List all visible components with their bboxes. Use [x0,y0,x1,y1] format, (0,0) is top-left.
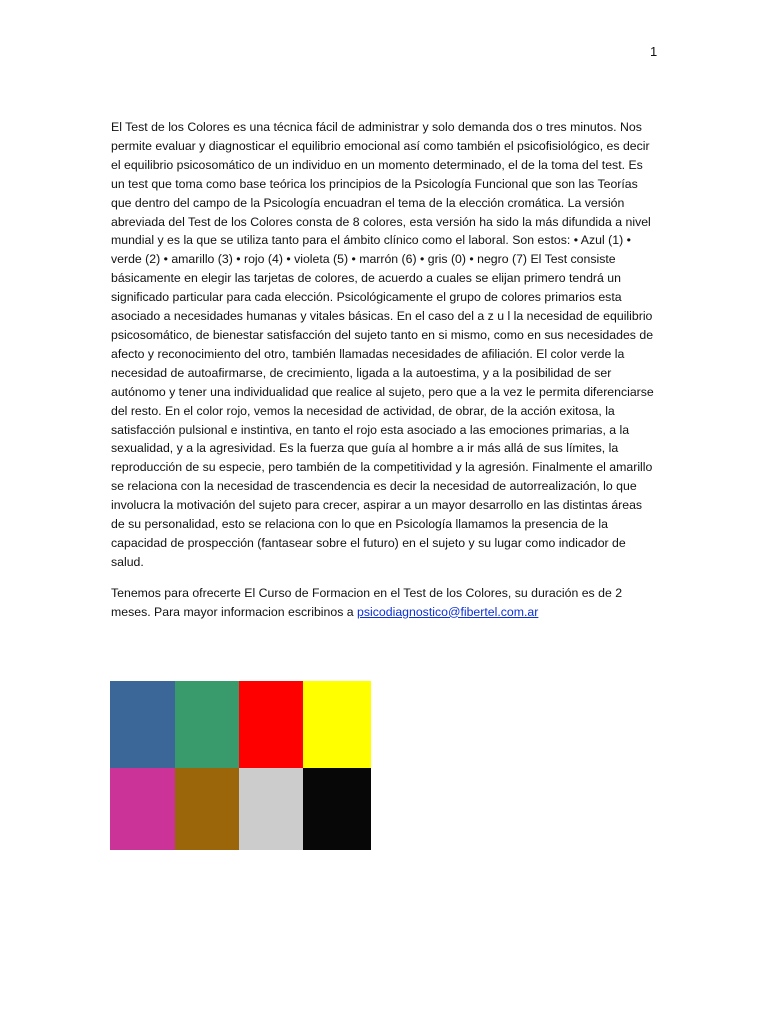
blue-swatch [110,681,175,768]
violet-swatch [110,768,175,850]
document-body [111,118,659,622]
course-paragraph [111,584,659,622]
email-link[interactable]: psicodiagnostico@fibertel.com.ar [357,604,539,619]
black-swatch [303,768,371,850]
gray-swatch [239,768,303,850]
course-text: Tenemos para ofrecerte El Curso de Formacion en el Test de los Colores, su duración es de 2 meses. Para mayor informacion escribinos a [111,585,623,619]
brown-swatch [175,768,239,850]
yellow-swatch [303,681,371,768]
page-number: 1 [650,44,658,59]
intro-paragraph: El Test de los Colores es una técnica fácil de administrar y solo demanda dos o tres minutos. Nos permite evaluar y diagnosticar el equilibrio emocional así como también el psicofisiológico, es decir el equilibrio psicosomático de un individuo en un momento determinado, el de la toma del test. Es un test que toma como base teórica los principios de la Psicología Funcional que son las Teorías que dentro del campo de la Psicología encuadran el tema de la elección cromática. La versión abreviada del Test de los Colores consta de 8 colores, esta versión ha sido la más difundida a nivel mundial y es la que se utiliza tanto para el ámbito clínico como el laboral. Son estos: • Azul (1) • verde (2) • amarillo (3) • rojo (4) • violeta (5) • marrón (6) • gris (0) • negro (7) El Test consiste básicamente en elegir las tarjetas de colores, de acuerdo a cuales se elijan primero tendrá un significado particular para cada elección. Psicológicamente el grupo de colores primarios esta asociado a necesidades humanas y vitales básicas. En el caso del a z u l la necesidad de equilibrio psicosomático, de bienestar satisfacción del sujeto tanto en si mismo, como en sus necesidades de afecto y reconocimiento del otro, también llamadas necesidades de afiliación. El color verde la necesidad de autoafirmarse, de crecimiento, ligada a la autoestima, y a la posibilidad de ser autónomo y tener una individualidad que realice al sujeto, pero que a la vez le permita diferenciarse del resto. En el color rojo, vemos la necesidad de actividad, de obrar, de la acción exitosa, la satisfacción pulsional e instintiva, en tanto el rojo esta asociado a las emociones primarias, a la sexualidad, y a la agresividad. Es la fuerza que guía al hombre a ir más allá de sus límites, la reproducción de su especie, pero también de la competitividad y la agresión. Finalmente el amarillo se relaciona con la necesidad de trascendencia es decir la necesidad de autorrealización, lo que involucra la motivación del sujeto para crecer, aspirar a un mayor desarrollo en las distintas áreas de su personalidad, esto se relaciona con lo que en Psicología llamamos la presencia de la capacidad de prospección (fantasear sobre el futuro) en el sujeto y su lugar como indicador de salud. [111,120,654,569]
color-swatch-grid [110,681,371,850]
green-swatch [175,681,239,768]
red-swatch [239,681,303,768]
